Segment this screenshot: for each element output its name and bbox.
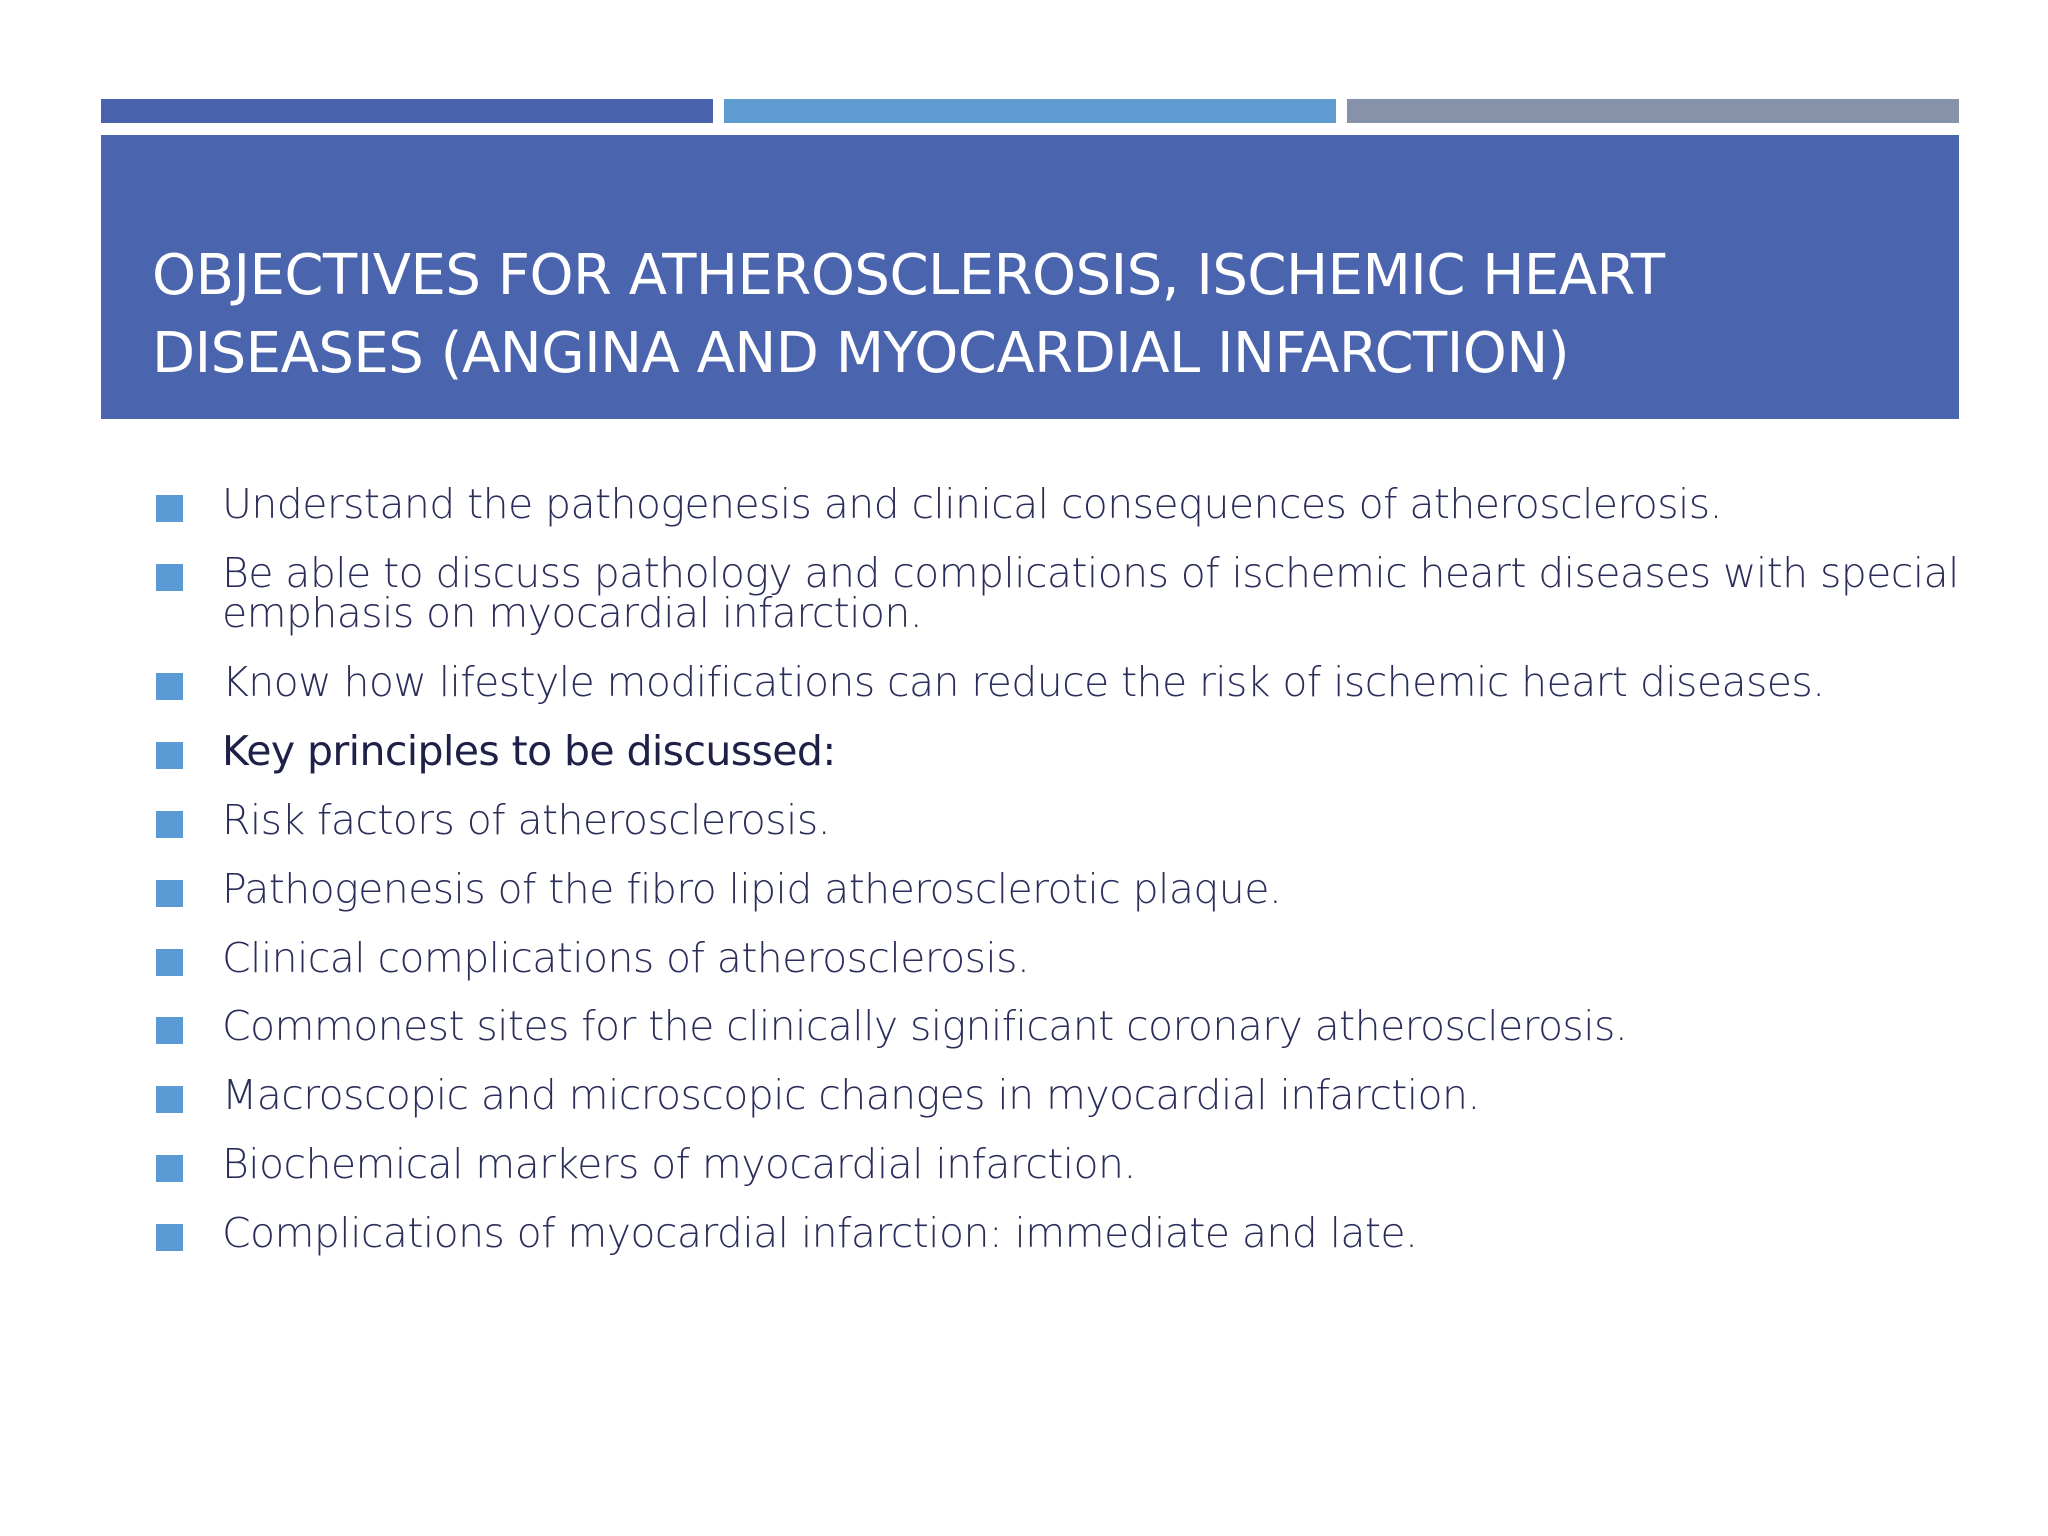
list-item-text: Complications of myocardial infarction: immediate and late. (222, 1209, 1418, 1257)
square-bullet-icon (156, 673, 183, 700)
square-bullet-icon (156, 949, 183, 976)
list-item-text: Clinical complications of atherosclerosis. (222, 934, 1030, 982)
square-bullet-icon (156, 1155, 183, 1182)
list-item-text: Commonest sites for the clinically significant coronary atherosclerosis. (222, 1002, 1628, 1050)
list-item-text: Biochemical markers of myocardial infarction. (222, 1140, 1136, 1188)
square-bullet-icon (156, 880, 183, 907)
title-band (101, 135, 1959, 419)
slide-title-line-1: OBJECTIVES FOR ATHEROSCLEROSIS, ISCHEMIC HEART (152, 243, 1665, 308)
accent-bar-gray (1347, 99, 1959, 123)
slide-title-line-2: DISEASES (ANGINA AND MYOCARDIAL INFARCTION) (152, 321, 1570, 386)
accent-bar-dark-blue (101, 99, 713, 123)
square-bullet-icon (156, 1017, 183, 1044)
square-bullet-icon (156, 742, 183, 769)
square-bullet-icon (156, 564, 183, 591)
list-item-text: Risk factors of atherosclerosis. (222, 796, 831, 844)
slide-title (152, 237, 1932, 393)
list-item-text: Key principles to be discussed: (222, 727, 836, 775)
list-item-text: Pathogenesis of the fibro lipid atherosclerotic plaque. (222, 865, 1282, 913)
list-item-text: Be able to discuss pathology and complications of ischemic heart diseases with special emphasis on myocardial infarction. (222, 549, 1959, 637)
accent-bar-light-blue (724, 99, 1336, 123)
square-bullet-icon (156, 1086, 183, 1113)
square-bullet-icon (156, 811, 183, 838)
square-bullet-icon (156, 495, 183, 522)
square-bullet-icon (156, 1224, 183, 1251)
list-item-text: Macroscopic and microscopic changes in myocardial infarction. (222, 1071, 1480, 1119)
list-item-text: Know how lifestyle modifications can reduce the risk of ischemic heart diseases. (222, 658, 1825, 706)
list-item-text: Understand the pathogenesis and clinical consequences of atherosclerosis. (222, 480, 1722, 528)
